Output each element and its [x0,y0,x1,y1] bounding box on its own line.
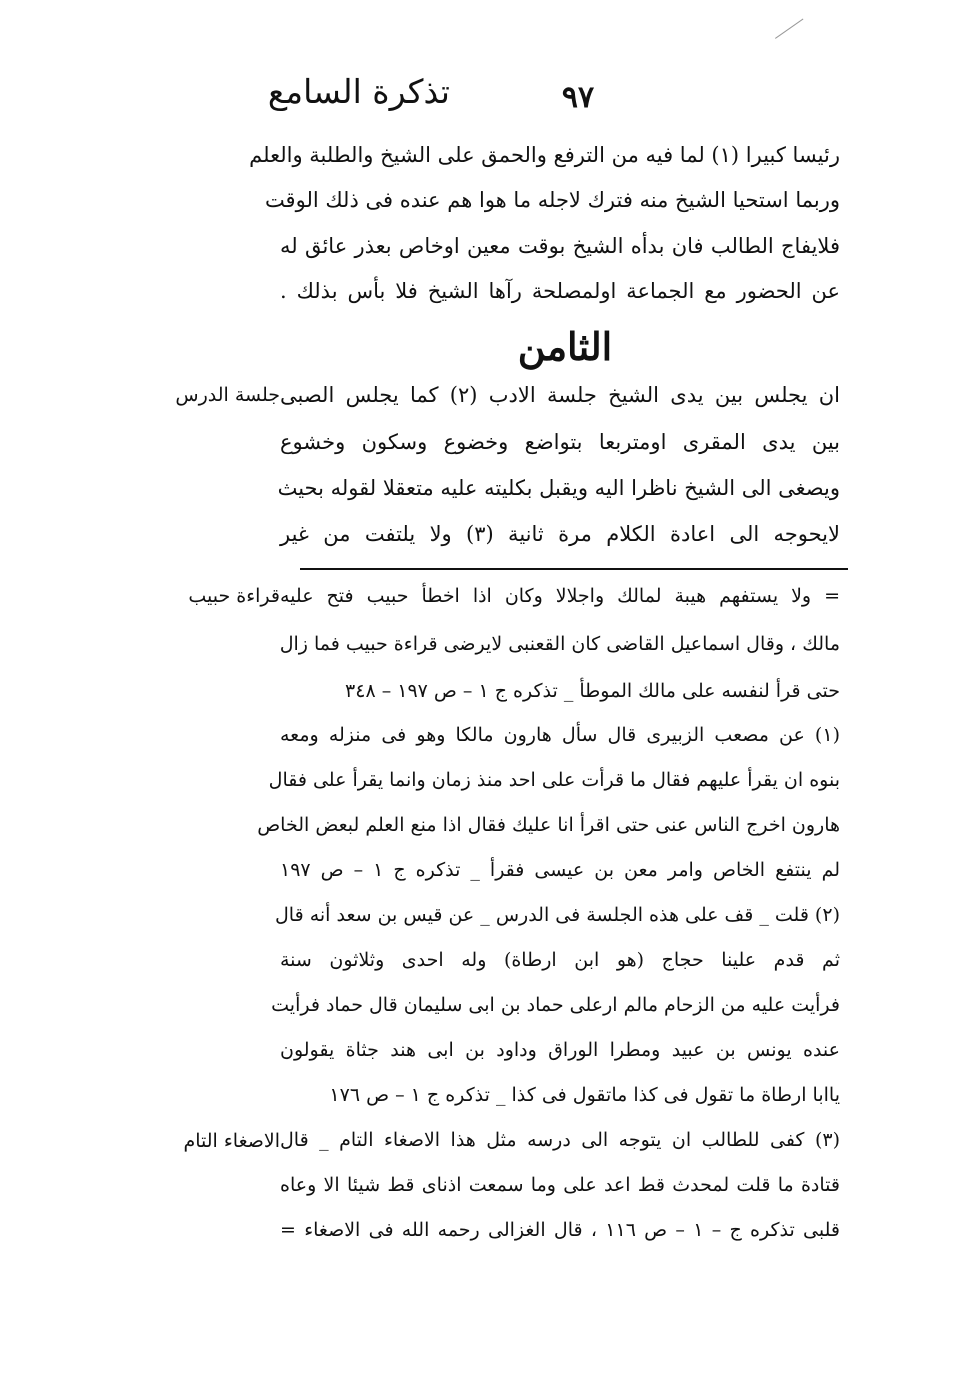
running-title: تذكرة السامع [267,72,450,111]
footnote-line-3: حتى قرأ لنفسه على مالك الموطأ _ تذكره ج ١ – ص ١٩٧ – ٣٤٨ [345,680,840,702]
section-text-line-2: بين يدى المقرى اومتربعا بتواضع وخضوع وسكون وخشوع [280,430,840,454]
footnote-line-14: قتادة ما قلت لمحدث قط اعد على وما سمعت اذناى قط شيئا الا وعاه [280,1174,840,1196]
footnote-line-15: قلبى تذكره ج – ١ – ص ١١٦ ، قال الغزالى رحمه الله فى الاصغاء = [280,1219,841,1241]
section-text-line-1: ان يجلس بين يدى الشيخ جلسة الادب (٢) كما يجلس الصبى [280,383,840,407]
footnote-line-10: فرأيت عليه من الزحام مالم ارعلى حماد بن ابى سليمان قال حماد فرأيت [271,994,840,1016]
main-text-line-4: عن الحضور مع الجماعة اولمصلحة رآها الشيخ فلا بأس بذلك . [280,279,840,303]
footnote-line-7: لم ينتفع الخاص وامر معن بن عيسى فقرأ _ تذكره ج ١ – ص ١٩٧ [280,859,840,881]
section-heading: الثامن [517,324,613,369]
footnote-line-4: (١) عن مصعب الزبيرى قال سأل هارون مالكا وهو فى منزله ومعه [280,724,840,746]
footnote-line-11: عنده يونس بن عبيد ومطرا الوراق وداود بن ابى هند جثاة يقولون [280,1039,840,1061]
page-number: ٩٧ [561,80,595,115]
footnote-separator-rule [300,568,848,570]
footnote-line-2: مالك ، وقال اسماعيل القاضى كان القعنبى لايرضى قراءة حبيب فما زال [279,633,840,655]
footnote-line-1: = ولا يستفهم هيبة لمالك واجلالا وكان اذا اخطأ حبيب فتح عليه [280,585,840,607]
corner-scratch-mark [775,18,803,38]
footnote-line-12: ياابا ارطاة ما تقول فى كذا ماتقول فى كذا _ تذكره ج ١ – ص ١٧٦ [329,1084,840,1106]
main-text-line-3: فلايفاج الطالب فان بدأه الشيخ بوقت معين اوخاص بعذر عائق له [280,234,840,258]
section-text-line-4: لايحوجه الى اعادة الكلام مرة ثانية (٣) ولا يلتفت من غير [280,522,841,546]
footnote-line-5: بنوه ان يقرأ عليهم فقال ما قرأت على احد منذ زمان وانما يقرأ على فقال [268,769,840,791]
footnote-line-13: (٣) كفى للطالب ان يتوجه الى درسه مثل هذا الاصغاء التام _ قال [280,1129,840,1151]
main-text-line-2: وربما استحيا الشيخ منه فترك لاجله ما هوا هم عنده فى ذلك الوقت [264,188,840,212]
section-text-line-3: ويصغى الى الشيخ ناظرا اليه ويقبل بكليته عليه متعقلا لقوله بحيث [277,476,840,500]
main-text-line-1: رئيسا كبيرا (١) لما فيه من الترفع والحمق على الشيخ والطلبة والعلم [249,143,840,167]
footnote-line-8: (٢) قلت _ قف على هذه الجلسة فى الدرس _ عن قيس بن سعد أنه قال [274,904,840,926]
footnote-line-9: ثم قدم علينا حجاج (هو ابن ارطاة) وله احدى وثلاثون سنة [280,949,840,971]
margin-note-qiraat-habib: قراءة حبيب [188,585,280,607]
footnote-line-6: هارون اخرج الناس عنى حتى اقرأ انا عليك فقال اذا منع العلم لبعض الخاص [257,814,840,836]
margin-note-al-isgha-al-tam: الاصغاء التام [183,1130,280,1152]
margin-note-jilsat-al-dars: جلسة الدرس [175,384,280,406]
